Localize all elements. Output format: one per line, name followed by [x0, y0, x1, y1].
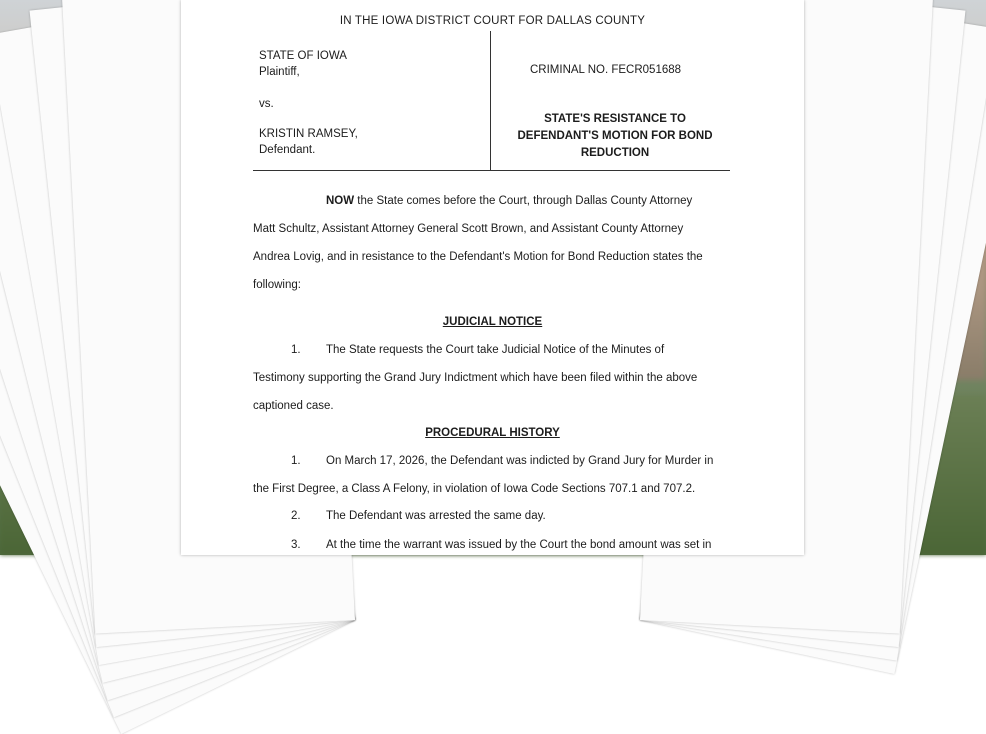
title-line: REDUCTION — [580, 147, 650, 159]
case-number: CRIMINAL NO. FECR051688 — [530, 64, 682, 76]
defendant-role: Defendant. — [259, 144, 316, 156]
intro-lead: NOW — [326, 195, 355, 207]
court-document-page — [181, 0, 804, 555]
intro-line: Matt Schultz, Assistant Attorney General Scott Brown, and Assistant County Attorney — [253, 223, 684, 235]
title-line: STATE'S RESISTANCE TO — [544, 113, 686, 125]
case-caption — [253, 31, 730, 171]
item-number: 1. — [291, 344, 301, 356]
section-heading-judicial-notice: JUDICIAL NOTICE — [442, 316, 543, 328]
item-text: captioned case. — [253, 400, 334, 412]
document-title — [505, 111, 725, 162]
item-text: the First Degree, a Class A Felony, in violation of Iowa Code Sections 707.1 and 707.2. — [253, 483, 696, 495]
item-text: The Defendant was arrested the same day. — [326, 510, 546, 522]
item-text: Testimony supporting the Grand Jury Indictment which have been filed within the above — [253, 372, 698, 384]
intro-line: NOW the State comes before the Court, through Dallas County Attorney — [326, 195, 693, 207]
parties — [259, 48, 358, 158]
caption-divider — [490, 31, 491, 170]
item-text: At the time the warrant was issued by the Court the bond amount was set in — [326, 539, 712, 551]
item-text: The State requests the Court take Judicial Notice of the Minutes of — [326, 344, 665, 356]
intro-line: following: — [253, 279, 301, 291]
plaintiff-name: STATE OF IOWA — [259, 50, 347, 62]
item-text: On March 17, 2026, the Defendant was indicted by Grand Jury for Murder in — [326, 455, 714, 467]
defendant-name: KRISTIN RAMSEY, — [259, 128, 358, 140]
item-number: 1. — [291, 455, 301, 467]
versus: vs. — [259, 98, 274, 110]
item-number: 3. — [291, 539, 301, 551]
item-number: 2. — [291, 510, 301, 522]
intro-line: Andrea Lovig, and in resistance to the Defendant's Motion for Bond Reduction states the — [253, 251, 703, 263]
title-line: DEFENDANT'S MOTION FOR BOND — [517, 130, 713, 142]
plaintiff-role: Plaintiff, — [259, 66, 300, 78]
section-heading-procedural-history: PROCEDURAL HISTORY — [425, 427, 560, 439]
court-name: IN THE IOWA DISTRICT COURT FOR DALLAS COUNTY — [339, 15, 646, 27]
